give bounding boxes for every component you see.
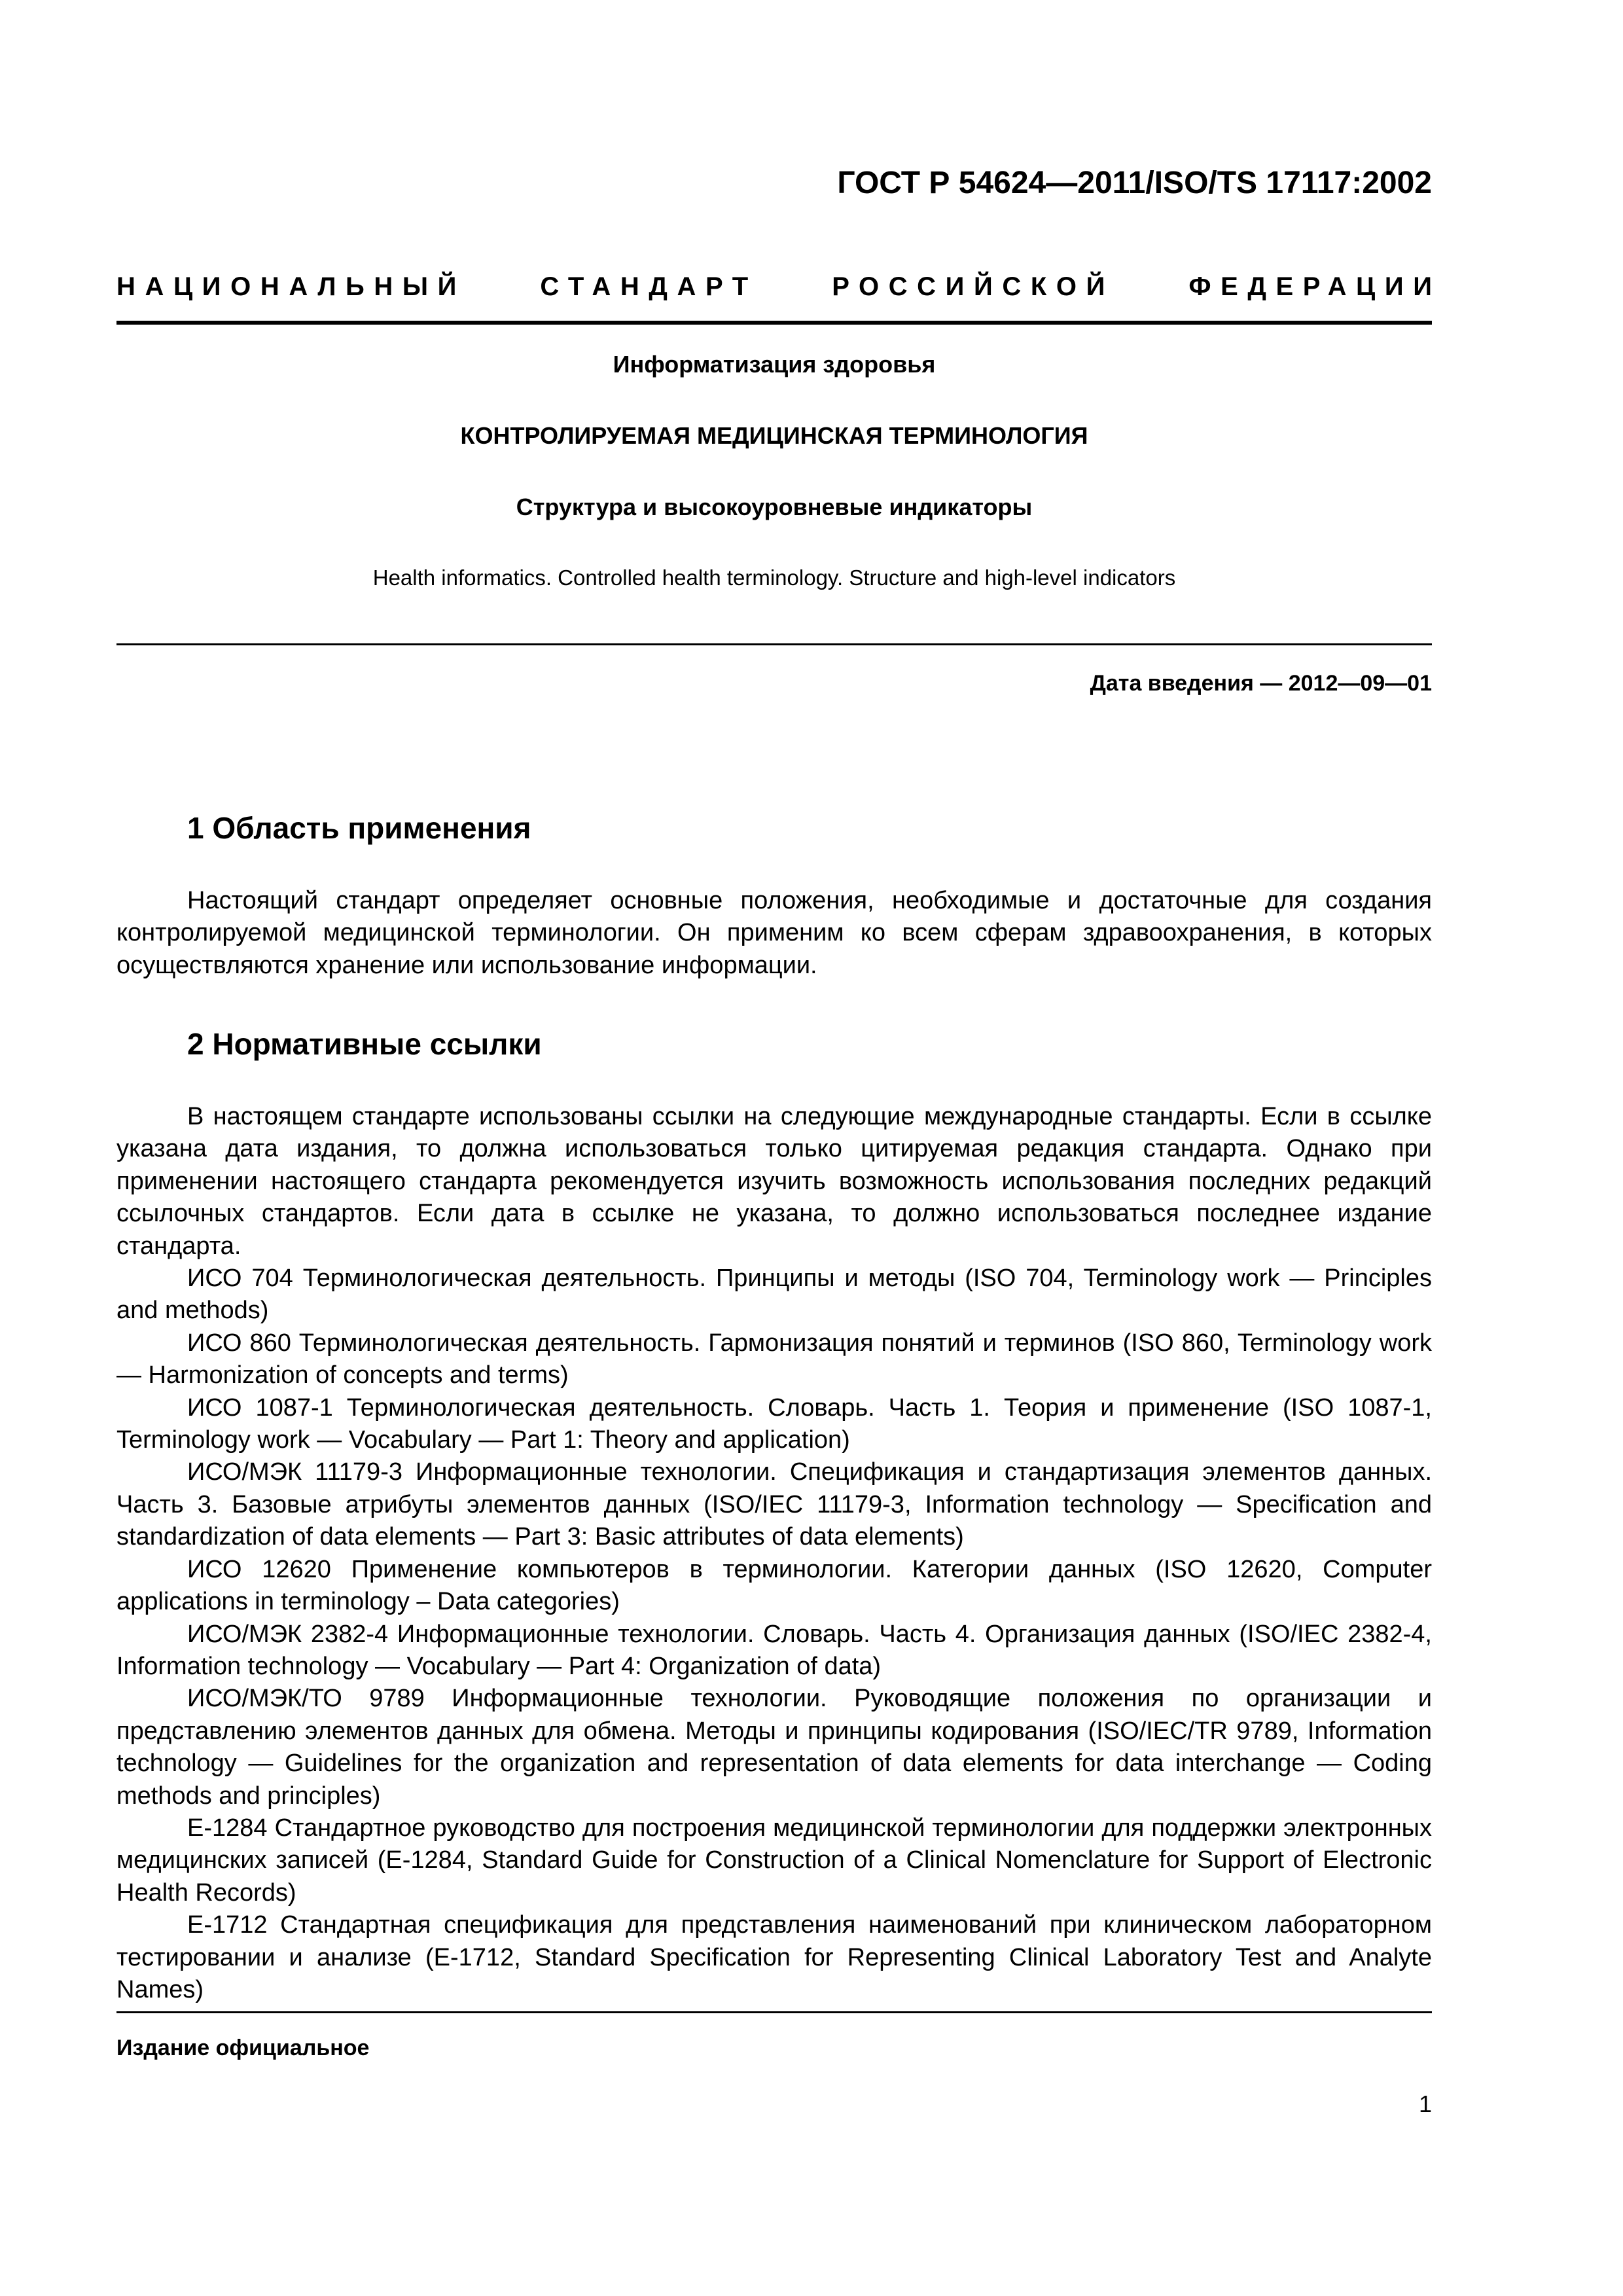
reference-item: ИСО 12620 Применение компьютеров в терминологии. Категории данных (ISO 12620, Computer applications in terminology – Data categories)	[116, 1555, 1432, 1616]
introduction-date: Дата введения — 2012—09—01	[1090, 671, 1432, 696]
reference-item: ИСО 704 Терминологическая деятельность. Принципы и методы (ISO 704, Terminology work — Principles and methods)	[116, 1265, 1432, 1325]
reference-item: ИСО/МЭК 2382-4 Информационные технологии. Словарь. Часть 4. Организация данных (ISO/IEC 2382-4, Information technology — Vocabulary — Part 4: Organization of data)	[116, 1620, 1432, 1680]
banner-word: НАЦИОНАЛЬНЫЙ	[116, 272, 466, 301]
reference-item: ИСО/МЭК 11179-3 Информационные технологии. Спецификация и стандартизация элементов данных. Часть 3. Базовые атрибуты элементов данных (ISO/IEC 11179-3, Information technology — Specification and standardization of data elements — Part 3: Basic attributes of data elements)	[116, 1458, 1432, 1551]
banner-word: ФЕДЕРАЦИИ	[1188, 272, 1442, 301]
section-body-normative-references	[116, 1101, 1432, 2006]
section-heading-normative-references: 2 Нормативные ссылки	[187, 1027, 542, 1061]
header-divider	[116, 321, 1432, 325]
footer-divider	[116, 2011, 1432, 2013]
banner-word: РОССИЙСКОЙ	[832, 272, 1115, 301]
reference-item: ИСО/МЭК/ТО 9789 Информационные технологии. Руководящие положения по организации и представлению элементов данных для обмена. Методы и принципы кодирования (ISO/IEC/TR 9789, Information technology — Guidelines for the organization and representation of data elements for data interchange — Coding methods and principles)	[116, 1685, 1432, 1810]
banner-word: СТАНДАРТ	[540, 272, 758, 301]
section-body-scope	[116, 885, 1432, 982]
title-subtitle: Структура и высокоуровневые индикаторы	[516, 493, 1033, 520]
page-number: 1	[1418, 2090, 1432, 2117]
reference-item: Е-1284 Стандартное руководство для построения медицинской терминологии для поддержки электронных медицинских записей (Е-1284, Standard Guide for Construction of a Clinical Nomenclature for Support of Electronic Health Records)	[116, 1814, 1432, 1907]
title-divider	[116, 643, 1432, 645]
paragraph: Настоящий стандарт определяет основные положения, необходимые и достаточные для создания контролируемой медицинской терминологии. Он применим ко всем сферам здравоохранения, в которых осуществляются хранение или использование информации.	[116, 887, 1432, 979]
section-heading-scope: 1 Область применения	[187, 811, 531, 845]
title-area: Информатизация здоровья	[613, 351, 936, 378]
national-standard-banner	[116, 267, 1442, 306]
reference-item: Е-1712 Стандартная спецификация для представления наименований при клиническом лабораторном тестировании и анализе (Е-1712, Standard Specification for Representing Clinical Laboratory Test and Analyte Names)	[116, 1911, 1432, 2003]
official-edition-label: Издание официальное	[116, 2036, 370, 2060]
paragraph: В настоящем стандарте использованы ссылки на следующие международные стандарты. Если в ссылке указана дата издания, то должна использоваться только цитируемая редакция стандарта. Однако при применении настоящего стандарта рекомендуется изучить возможность использования последних редакций ссылочных стандартов. Если дата в ссылке не указана, то должно использоваться последнее издание стандарта.	[116, 1103, 1432, 1260]
reference-item: ИСО 860 Терминологическая деятельность. Гармонизация понятий и терминов (ISO 860, Terminology work — Harmonization of concepts and terms)	[116, 1329, 1432, 1390]
title-english: Health informatics. Controlled health terminology. Structure and high-level indicators	[372, 565, 1176, 590]
title-main: КОНТРОЛИРУЕМАЯ МЕДИЦИНСКАЯ ТЕРМИНОЛОГИЯ	[460, 422, 1088, 449]
reference-item: ИСО 1087-1 Терминологическая деятельность. Словарь. Часть 1. Теория и применение (ISO 1087-1, Terminology work — Vocabulary — Part 1: Theory and application)	[116, 1393, 1432, 1454]
document-page	[116, 0, 1442, 2296]
document-number: ГОСТ Р 54624—2011/ISO/TS 17117:2002	[837, 166, 1432, 200]
